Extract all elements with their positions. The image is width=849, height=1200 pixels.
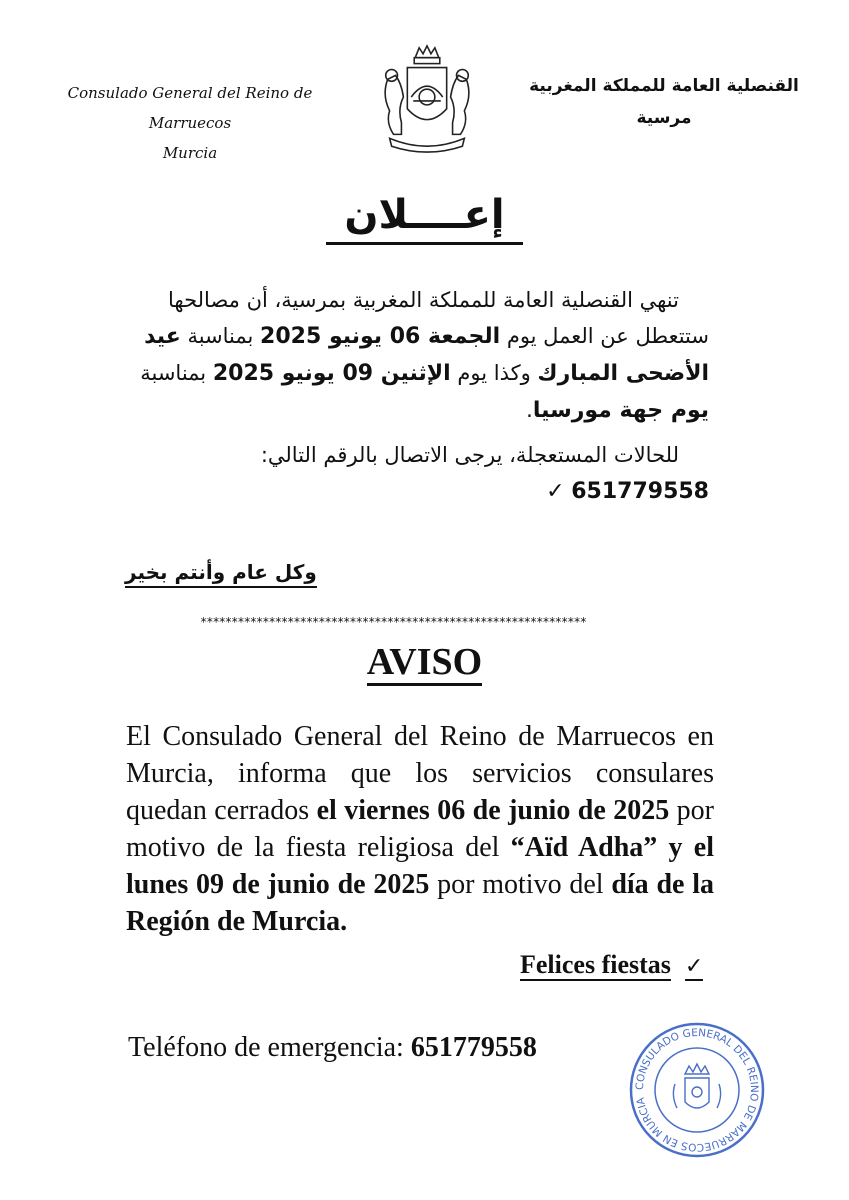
- arabic-title-text: إعــــلان: [326, 192, 522, 245]
- consulate-name-ar: القنصلية العامة للمملكة المغربية: [529, 76, 799, 96]
- emergency-phone-line: [128, 1032, 537, 1064]
- arabic-closing: [125, 560, 317, 584]
- arabic-letterhead: [509, 70, 819, 134]
- check-mark-icon: ✓: [546, 479, 565, 504]
- emergency-phone-label: Teléfono de emergencia:: [128, 1032, 411, 1063]
- separator-line: **************************************************************: [200, 615, 586, 629]
- check-mark-icon: ✓: [684, 954, 704, 979]
- consulate-name-es: Consulado General del Reino de Marruecos: [67, 84, 313, 132]
- arabic-closing-text: وكل عام وأنتم بخير: [125, 560, 317, 588]
- arabic-notice-title: [0, 192, 849, 238]
- arabic-paragraph-closure: تنهي القنصلية العامة للمملكة المغربية بمرسية، أن مصالحها ستتعطل عن العمل يوم الجمعة 06 يونيو 2025 بمناسبة عيد الأضحى المبارك وكذا يوم الإثنين 09 يونيو 2025 بمناسبة يوم جهة مورسيا.: [140, 288, 709, 423]
- stamp-center-emblem: [673, 1064, 720, 1108]
- spanish-notice-title: [0, 640, 849, 684]
- spanish-closing-text: Felices fiestas: [520, 950, 671, 979]
- emergency-phone-number: 651779558: [410, 1032, 537, 1063]
- city-name-ar: مرسية: [636, 108, 692, 128]
- consulate-stamp-icon: [627, 1020, 767, 1160]
- arabic-paragraph-emergency: للحالات المستعجلة، يرجى الاتصال بالرقم التالي: 651779558 ✓: [260, 443, 709, 504]
- stamp-ring-text: CONSULADO GENERAL DEL REINO DE MARRUECOS EN MURCIA: [633, 1026, 761, 1154]
- spanish-notice-body: El Consulado General del Reino de Marruecos en Murcia, informa que los servicios consulares quedan cerrados el viernes 06 de junio de 2025 por motivo de la fiesta religiosa del “Aïd Adha” y el lunes 09 de junio de 2025 por motivo del día de la Región de Murcia.: [126, 721, 715, 937]
- spanish-title-text: AVISO: [367, 641, 482, 686]
- moroccan-coat-of-arms-icon: [368, 40, 486, 158]
- spanish-closing: [520, 950, 703, 980]
- spanish-letterhead: [30, 78, 350, 168]
- arabic-emergency-phone: 651779558: [571, 479, 709, 504]
- city-name-es: Murcia: [162, 144, 218, 162]
- arabic-notice-body: [140, 282, 709, 510]
